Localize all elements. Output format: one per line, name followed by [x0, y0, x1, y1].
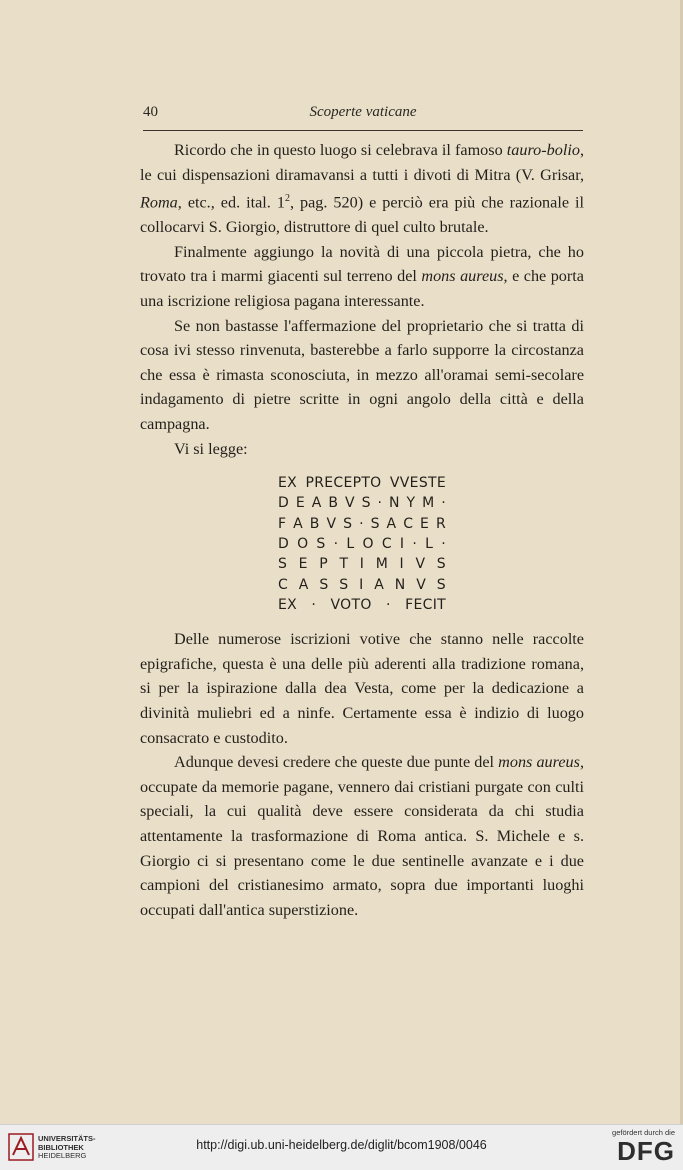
inscription-line-5: S E P T I M I V S [278, 556, 446, 573]
italic-run: Roma [140, 193, 178, 212]
inscription-line-1: EX PRECEPTO VVESTE [278, 475, 446, 492]
paragraph-1: Ricordo che in questo luogo si celebrava il famoso tauro-bolio, le cui dispensazioni diramavansi a tutti i divoti di Mitra (V. Grisar, Roma, etc., ed. ital. $1^2$, pag. 520) e perciò era più che razionale il collocarvi S. Giorgio, distruttore di quel culto brutale. [140, 141, 585, 237]
paragraph-3: Se non bastasse l'affermazione del proprietario che si tratta di cosa ivi stesso rinvenuta, basterebbe a farlo supporre la circostanza che essa è rimasta sconosciuta, in mezzo all'oramai semi-secolare indagamento di pietre scritte in ogni angolo della città e della campagna. [140, 316, 584, 433]
dfg-logo: DFG [617, 1136, 675, 1166]
library-name-line-3: HEIDELBERG [38, 1151, 87, 1160]
latin-inscription [278, 473, 446, 615]
library-name-line-1: UNIVERSITÄTS- [38, 1134, 96, 1143]
italic-run: mons aureus [421, 267, 504, 286]
funding-note: gefördert durch die [612, 1128, 675, 1137]
permalink-url[interactable]: http://digi.ub.uni-heidelberg.de/diglit/bcom1908/0046 [196, 1138, 487, 1152]
inscription-line-3: F A B V S · S A C E R [278, 515, 446, 532]
library-name-line-2: BIBLIOTHEK [38, 1142, 84, 1152]
italic-run: tauro-bolio [506, 141, 580, 159]
inscription-line-2: D E A B V S · N Y M · [278, 495, 446, 512]
inscription-line-4: D O S · L O C I · L · [278, 536, 446, 552]
paragraph-2: Finalmente aggiungo la novità di una piccola pietra, che ho trovato tra i marmi giacenti sul terreno del mons aureus, e che porta una iscrizione religiosa pagana interessante. [140, 242, 584, 310]
viewer-footer [0, 1124, 683, 1170]
running-title: Scoperte vaticane [309, 104, 417, 120]
page-body [140, 138, 584, 922]
italic-run: mons aureus [498, 753, 580, 772]
paragraph-6: Adunque devesi credere che queste due punte del mons aureus, occupate da memorie pagane, vennero dai cristiani purgate con culti speciali, la cui qualità deve essere considerata da chi studia attentamente la trasformazione di Roma antica. S. Michele e s. Giorgio ci si presentano come le due sentinelle avanzate e i due campioni del cristianesimo armato, sopra due importanti luoghi occupati dall'antica superstizione. [140, 753, 584, 919]
header-rule [143, 130, 583, 131]
superscript-run: 2 [284, 193, 290, 205]
dfg-funding[interactable] [595, 1128, 675, 1168]
inscription-line-6: C A S S I A N V S [278, 576, 446, 593]
paragraph-5: Delle numerose iscrizioni votive che stanno nelle raccolte epigrafiche, questa è una delle più aderenti alla tradizione romana, si per la ispirazione dalla dea Vesta, come per la dedicazione a divinità muliebri ed a ninfe. Certamente essa è indizio di luogo consacrato e custodito. [140, 630, 584, 747]
inscription-line-7: EX · VOTO · FECIT [278, 596, 446, 613]
paragraph-4: Vi si legge: [174, 439, 248, 458]
page-header [143, 104, 583, 128]
page-number: 40 [143, 104, 158, 120]
